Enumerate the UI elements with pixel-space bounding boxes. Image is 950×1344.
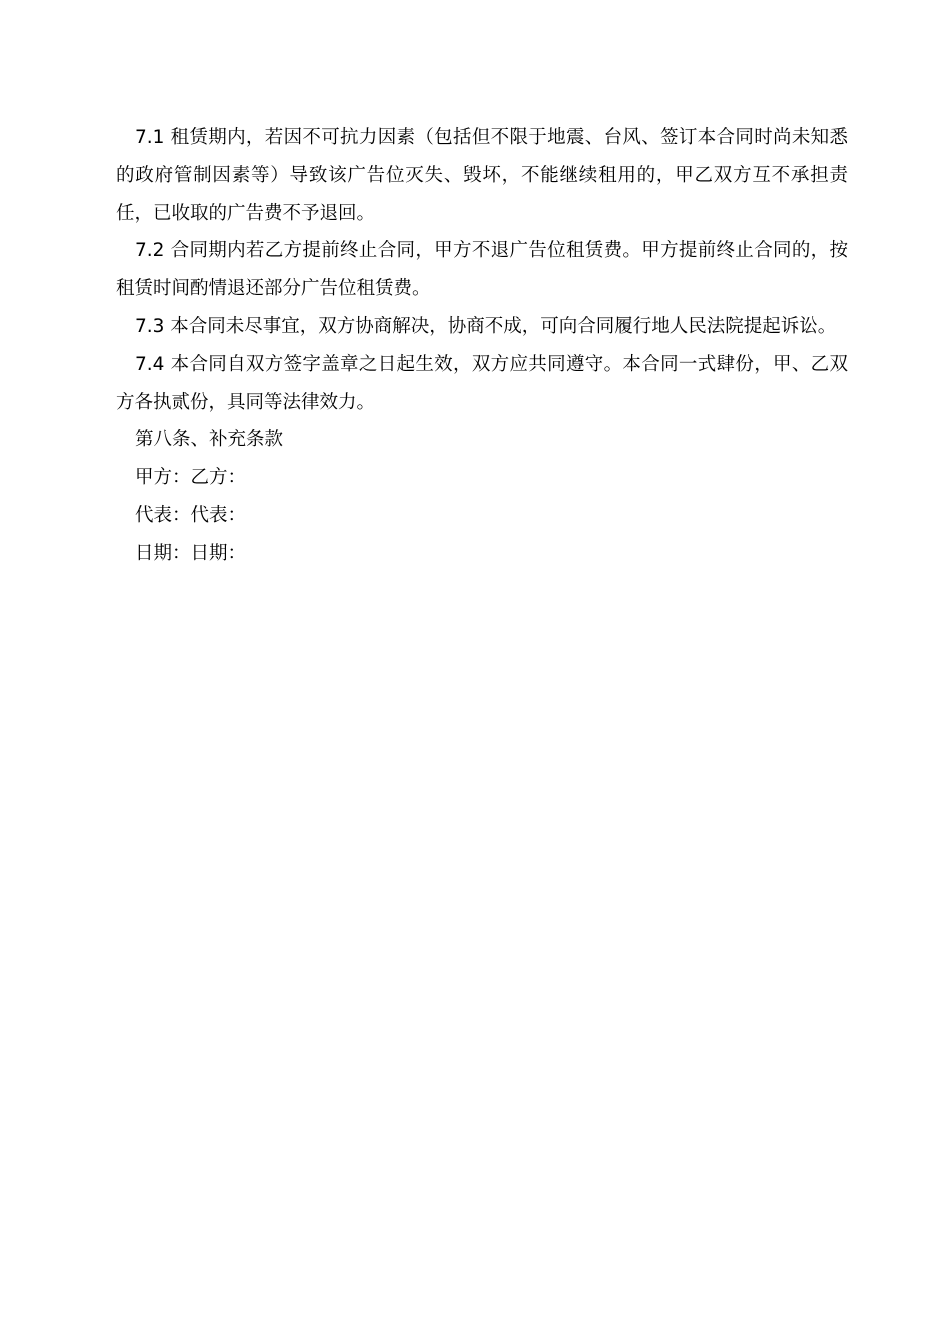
clause-7-4: 7.4 本合同自双方签字盖章之日起生效，双方应共同遵守。本合同一式肆份，甲、乙双方各执贰份，具同等法律效力。 bbox=[116, 353, 848, 413]
clause-7-3: 7.3 本合同未尽事宜，双方协商解决，协商不成，可向合同履行地人民法院提起诉讼。 bbox=[135, 315, 837, 337]
signature-date-line: 日期：日期： bbox=[135, 542, 247, 564]
document-body bbox=[116, 119, 848, 573]
clause-7-2: 7.2 合同期内若乙方提前终止合同，甲方不退广告位租赁费。甲方提前终止合同的，按租赁时间酌情退还部分广告位租赁费。 bbox=[116, 240, 848, 300]
clause-7-1: 7.1 租赁期内，若因不可抗力因素（包括但不限于地震、台风、签订本合同时尚未知悉的政府管制因素等）导致该广告位灭失、毁坏，不能继续租用的，甲乙双方互不承担责任，已收取的广告费不予退回。 bbox=[116, 127, 848, 224]
signature-party-line: 甲方：乙方： bbox=[135, 467, 247, 489]
section-heading-article-8: 第八条、补充条款 bbox=[135, 429, 284, 451]
signature-representative-line: 代表：代表： bbox=[135, 504, 247, 526]
